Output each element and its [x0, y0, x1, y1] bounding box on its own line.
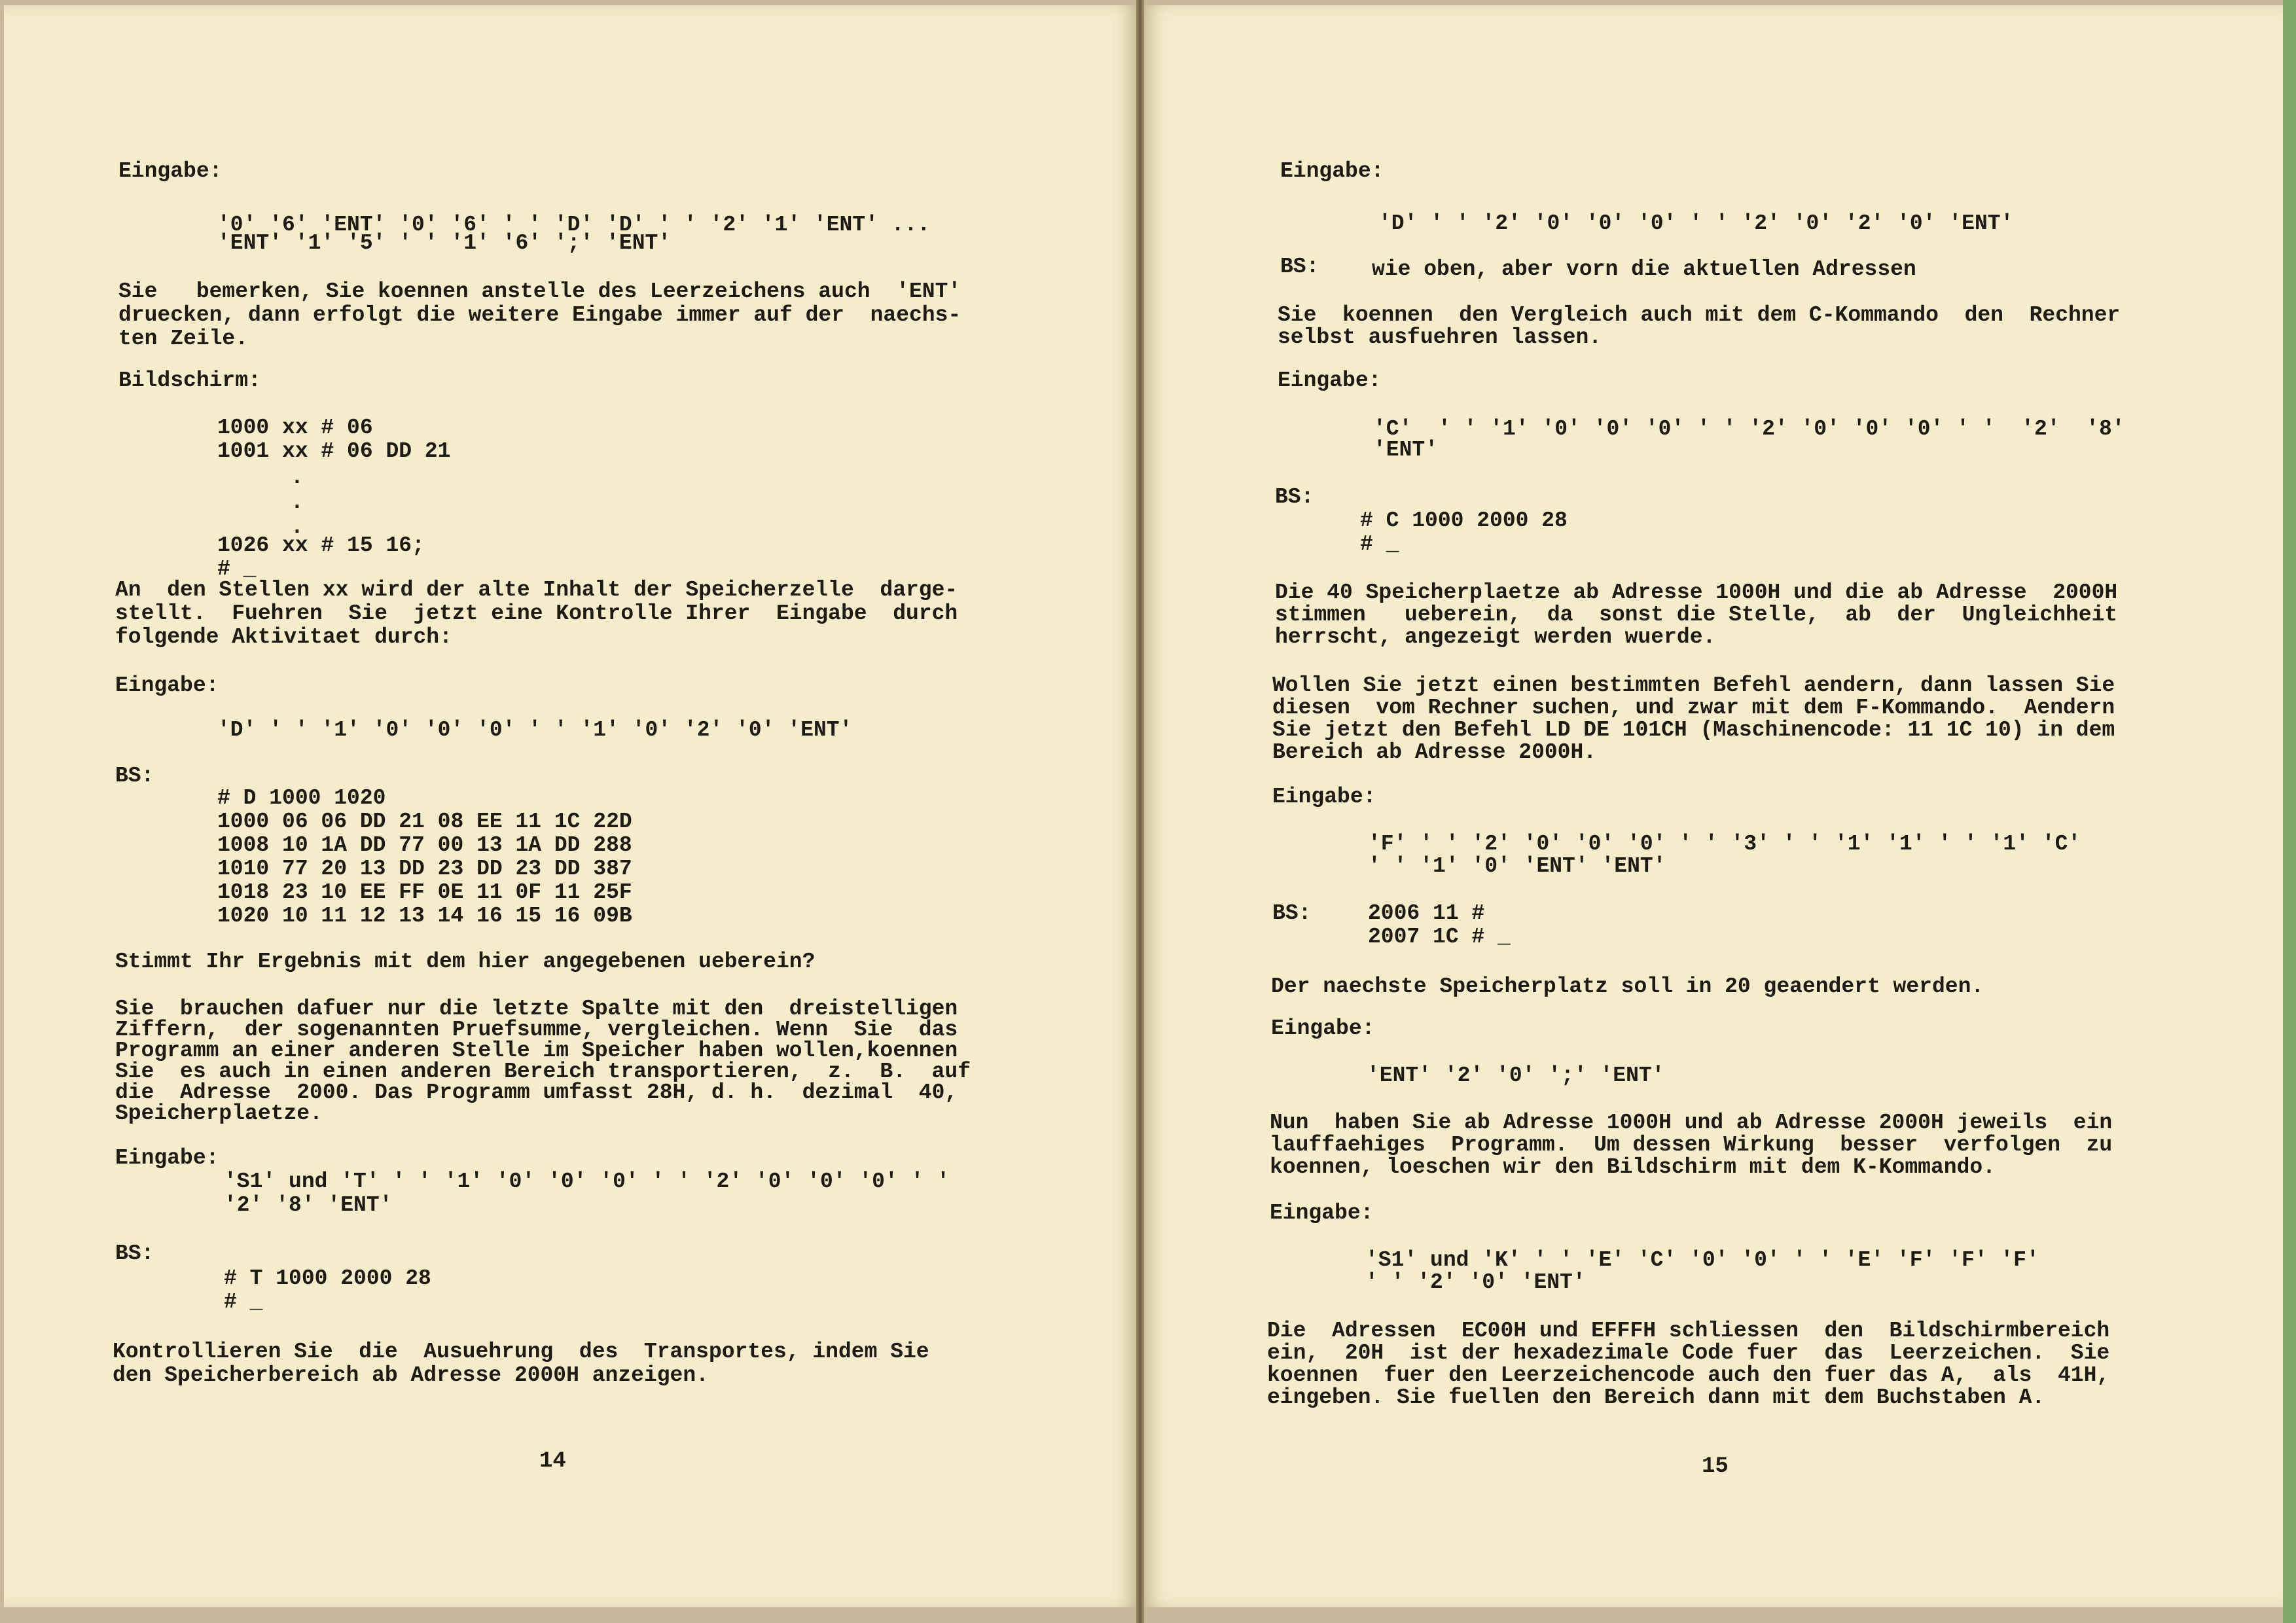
heading-bs: BS:: [1275, 485, 1314, 509]
screen-line: # _: [224, 1290, 263, 1314]
screen-line: # D 1000 1020: [217, 786, 386, 810]
text-line: druecken, dann erfolgt die weitere Eingabe immer auf der naechs-: [118, 303, 961, 327]
heading-bs: BS:: [1280, 255, 1319, 279]
screen-dot: .: [291, 490, 304, 514]
left-page: [4, 5, 1136, 1607]
dump-row: 1008 10 1A DD 77 00 13 1A DD 288: [217, 833, 632, 857]
code-line: 'F' ' ' '2' '0' '0' '0' ' ' '3' ' ' '1' '1' ' ' '1' 'C': [1368, 832, 2081, 856]
heading-bs: BS:: [115, 764, 154, 788]
heading-bs: BS:: [1272, 901, 1312, 925]
text-line: Stimmt Ihr Ergebnis mit dem hier angegebenen ueberein?: [115, 950, 816, 974]
text-line: Sie brauchen dafuer nur die letzte Spalte mit den dreistelligen: [115, 997, 958, 1021]
text-line: Der naechste Speicherplatz soll in 20 geaendert werden.: [1271, 974, 1984, 999]
screen-line: 2006 11 #: [1368, 901, 1485, 925]
book-gutter: [1136, 0, 1144, 1623]
heading-eingabe: Eingabe:: [1270, 1201, 1374, 1225]
text-line: Bereich ab Adresse 2000H.: [1272, 740, 1597, 764]
heading-eingabe: Eingabe:: [115, 673, 219, 698]
heading-eingabe: Eingabe:: [115, 1146, 219, 1170]
text-line: selbst ausfuehren lassen.: [1278, 325, 1602, 349]
screen-line: # _: [1360, 532, 1399, 556]
text-line: lauffaehiges Programm. Um dessen Wirkung besser verfolgen zu: [1270, 1133, 2113, 1157]
dump-row: 1010 77 20 13 DD 23 DD 23 DD 387: [217, 857, 632, 881]
code-line: ' ' '2' '0' 'ENT': [1365, 1270, 1586, 1294]
code-line: 'C' ' ' '1' '0' '0' '0' ' ' '2' '0' '0' '0' ' ' '2' '8': [1373, 417, 2125, 441]
heading-eingabe: Eingabe:: [1271, 1016, 1375, 1041]
screen-line: # C 1000 2000 28: [1360, 508, 1568, 533]
code-line: 'ENT': [1373, 438, 1439, 462]
text-line: Sie es auch in einen anderen Bereich transportieren, z. B. auf: [115, 1060, 971, 1084]
code-line: 'ENT' '2' '0' ';' 'ENT': [1367, 1063, 1665, 1088]
cover-edge: [2283, 0, 2296, 1623]
text-line: Kontrollieren Sie die Ausuehrung des Transportes, indem Sie: [113, 1340, 929, 1364]
text-line: eingeben. Sie fuellen den Bereich dann mit dem Buchstaben A.: [1267, 1385, 2045, 1410]
code-line: '0' '6' 'ENT' '0' '6' ' ' 'D' 'D' ' ' '2' '1' 'ENT' ...: [217, 213, 931, 237]
code-line: 'D' ' ' '1' '0' '0' '0' ' ' '1' '0' '2' '0' 'ENT': [217, 718, 853, 742]
heading-eingabe: Eingabe:: [1278, 368, 1382, 393]
screen-line: 2007 1C # _: [1368, 925, 1511, 949]
screen-line: 1000 xx # 06: [217, 416, 373, 440]
text-line: Die Adressen EC00H und EFFFH schliessen den Bildschirmbereich: [1267, 1319, 2110, 1343]
text-line: Die 40 Speicherplaetze ab Adresse 1000H und die ab Adresse 2000H: [1275, 580, 2118, 605]
screen-line: 1001 xx # 06 DD 21: [217, 439, 451, 463]
right-page: [1144, 5, 2283, 1607]
dump-row: 1018 23 10 EE FF 0E 11 0F 11 25F: [217, 880, 632, 904]
code-line: 'D' ' ' '2' '0' '0' '0' ' ' '2' '0' '2' '0' 'ENT': [1378, 211, 2014, 236]
heading-eingabe: Eingabe:: [118, 159, 223, 183]
heading-eingabe: Eingabe:: [1272, 785, 1376, 809]
text-line: Sie koennen den Vergleich auch mit dem C-Kommando den Rechner: [1278, 303, 2121, 327]
text-line: folgende Aktivitaet durch:: [115, 625, 452, 649]
text-line: Sie bemerken, Sie koennen anstelle des Leerzeichens auch 'ENT': [118, 279, 961, 304]
text-line: die Adresse 2000. Das Programm umfasst 28H, d. h. dezimal 40,: [115, 1080, 958, 1105]
text-line: koennen, loeschen wir den Bildschirm mit dem K-Kommando.: [1270, 1155, 1996, 1179]
text-line: An den Stellen xx wird der alte Inhalt der Speicherzelle darge-: [115, 578, 958, 602]
page-number: 15: [1702, 1454, 1729, 1479]
text-line: stellt. Fuehren Sie jetzt eine Kontrolle Ihrer Eingabe durch: [115, 601, 958, 626]
text-line: herrscht, angezeigt werden wuerde.: [1275, 625, 1716, 649]
screen-dot: .: [291, 465, 304, 490]
text-line: koennen fuer den Leerzeichencode auch den fuer das A, als 41H,: [1267, 1363, 2110, 1387]
text-line: ein, 20H ist der hexadezimale Code fuer das Leerzeichen. Sie: [1267, 1341, 2110, 1365]
code-line: ' ' '1' '0' 'ENT' 'ENT': [1368, 854, 1666, 878]
code-line: 'S1' und 'T' ' ' '1' '0' '0' '0' ' ' '2' '0' '0' '0' ' ': [224, 1169, 950, 1194]
screen-line: # _: [217, 557, 257, 581]
code-line: '2' '8' 'ENT': [224, 1193, 393, 1217]
text-line: diesen vom Rechner suchen, und zwar mit dem F-Kommando. Aendern: [1272, 696, 2115, 720]
text-line: Sie jetzt den Befehl LD DE 101CH (Maschinencode: 11 1C 10) in dem: [1272, 718, 2115, 742]
code-line: 'ENT' '1' '5' ' ' '1' '6' ';' 'ENT': [217, 231, 672, 255]
heading-bs: BS:: [115, 1241, 154, 1266]
text-line: ten Zeile.: [118, 327, 249, 351]
text-line: Speicherplaetze.: [115, 1101, 323, 1126]
text-line: den Speicherbereich ab Adresse 2000H anzeigen.: [113, 1363, 709, 1387]
code-line: 'S1' und 'K' ' ' 'E' 'C' '0' '0' ' ' 'E' 'F' 'F' 'F': [1365, 1248, 2039, 1272]
screen-line: 1026 xx # 15 16;: [217, 533, 425, 558]
heading-bildschirm: Bildschirm:: [118, 368, 261, 393]
dump-row: 1000 06 06 DD 21 08 EE 11 1C 22D: [217, 810, 632, 834]
screen-line: # T 1000 2000 28: [224, 1266, 431, 1291]
page-number: 14: [539, 1449, 566, 1474]
text-line: Ziffern, der sogenannten Pruefsumme, vergleichen. Wenn Sie das: [115, 1018, 958, 1042]
text-line: wie oben, aber vorn die aktuellen Adressen: [1372, 257, 1916, 281]
text-line: stimmen ueberein, da sonst die Stelle, ab der Ungleichheit: [1275, 603, 2118, 627]
text-line: Wollen Sie jetzt einen bestimmten Befehl aendern, dann lassen Sie: [1272, 673, 2115, 698]
text-line: Programm an einer anderen Stelle im Speicher haben wollen,koennen: [115, 1039, 958, 1063]
text-line: Nun haben Sie ab Adresse 1000H und ab Adresse 2000H jeweils ein: [1270, 1111, 2113, 1135]
screen-dot: .: [291, 515, 304, 539]
dump-row: 1020 10 11 12 13 14 16 15 16 09B: [217, 904, 632, 928]
heading-eingabe: Eingabe:: [1280, 159, 1384, 183]
